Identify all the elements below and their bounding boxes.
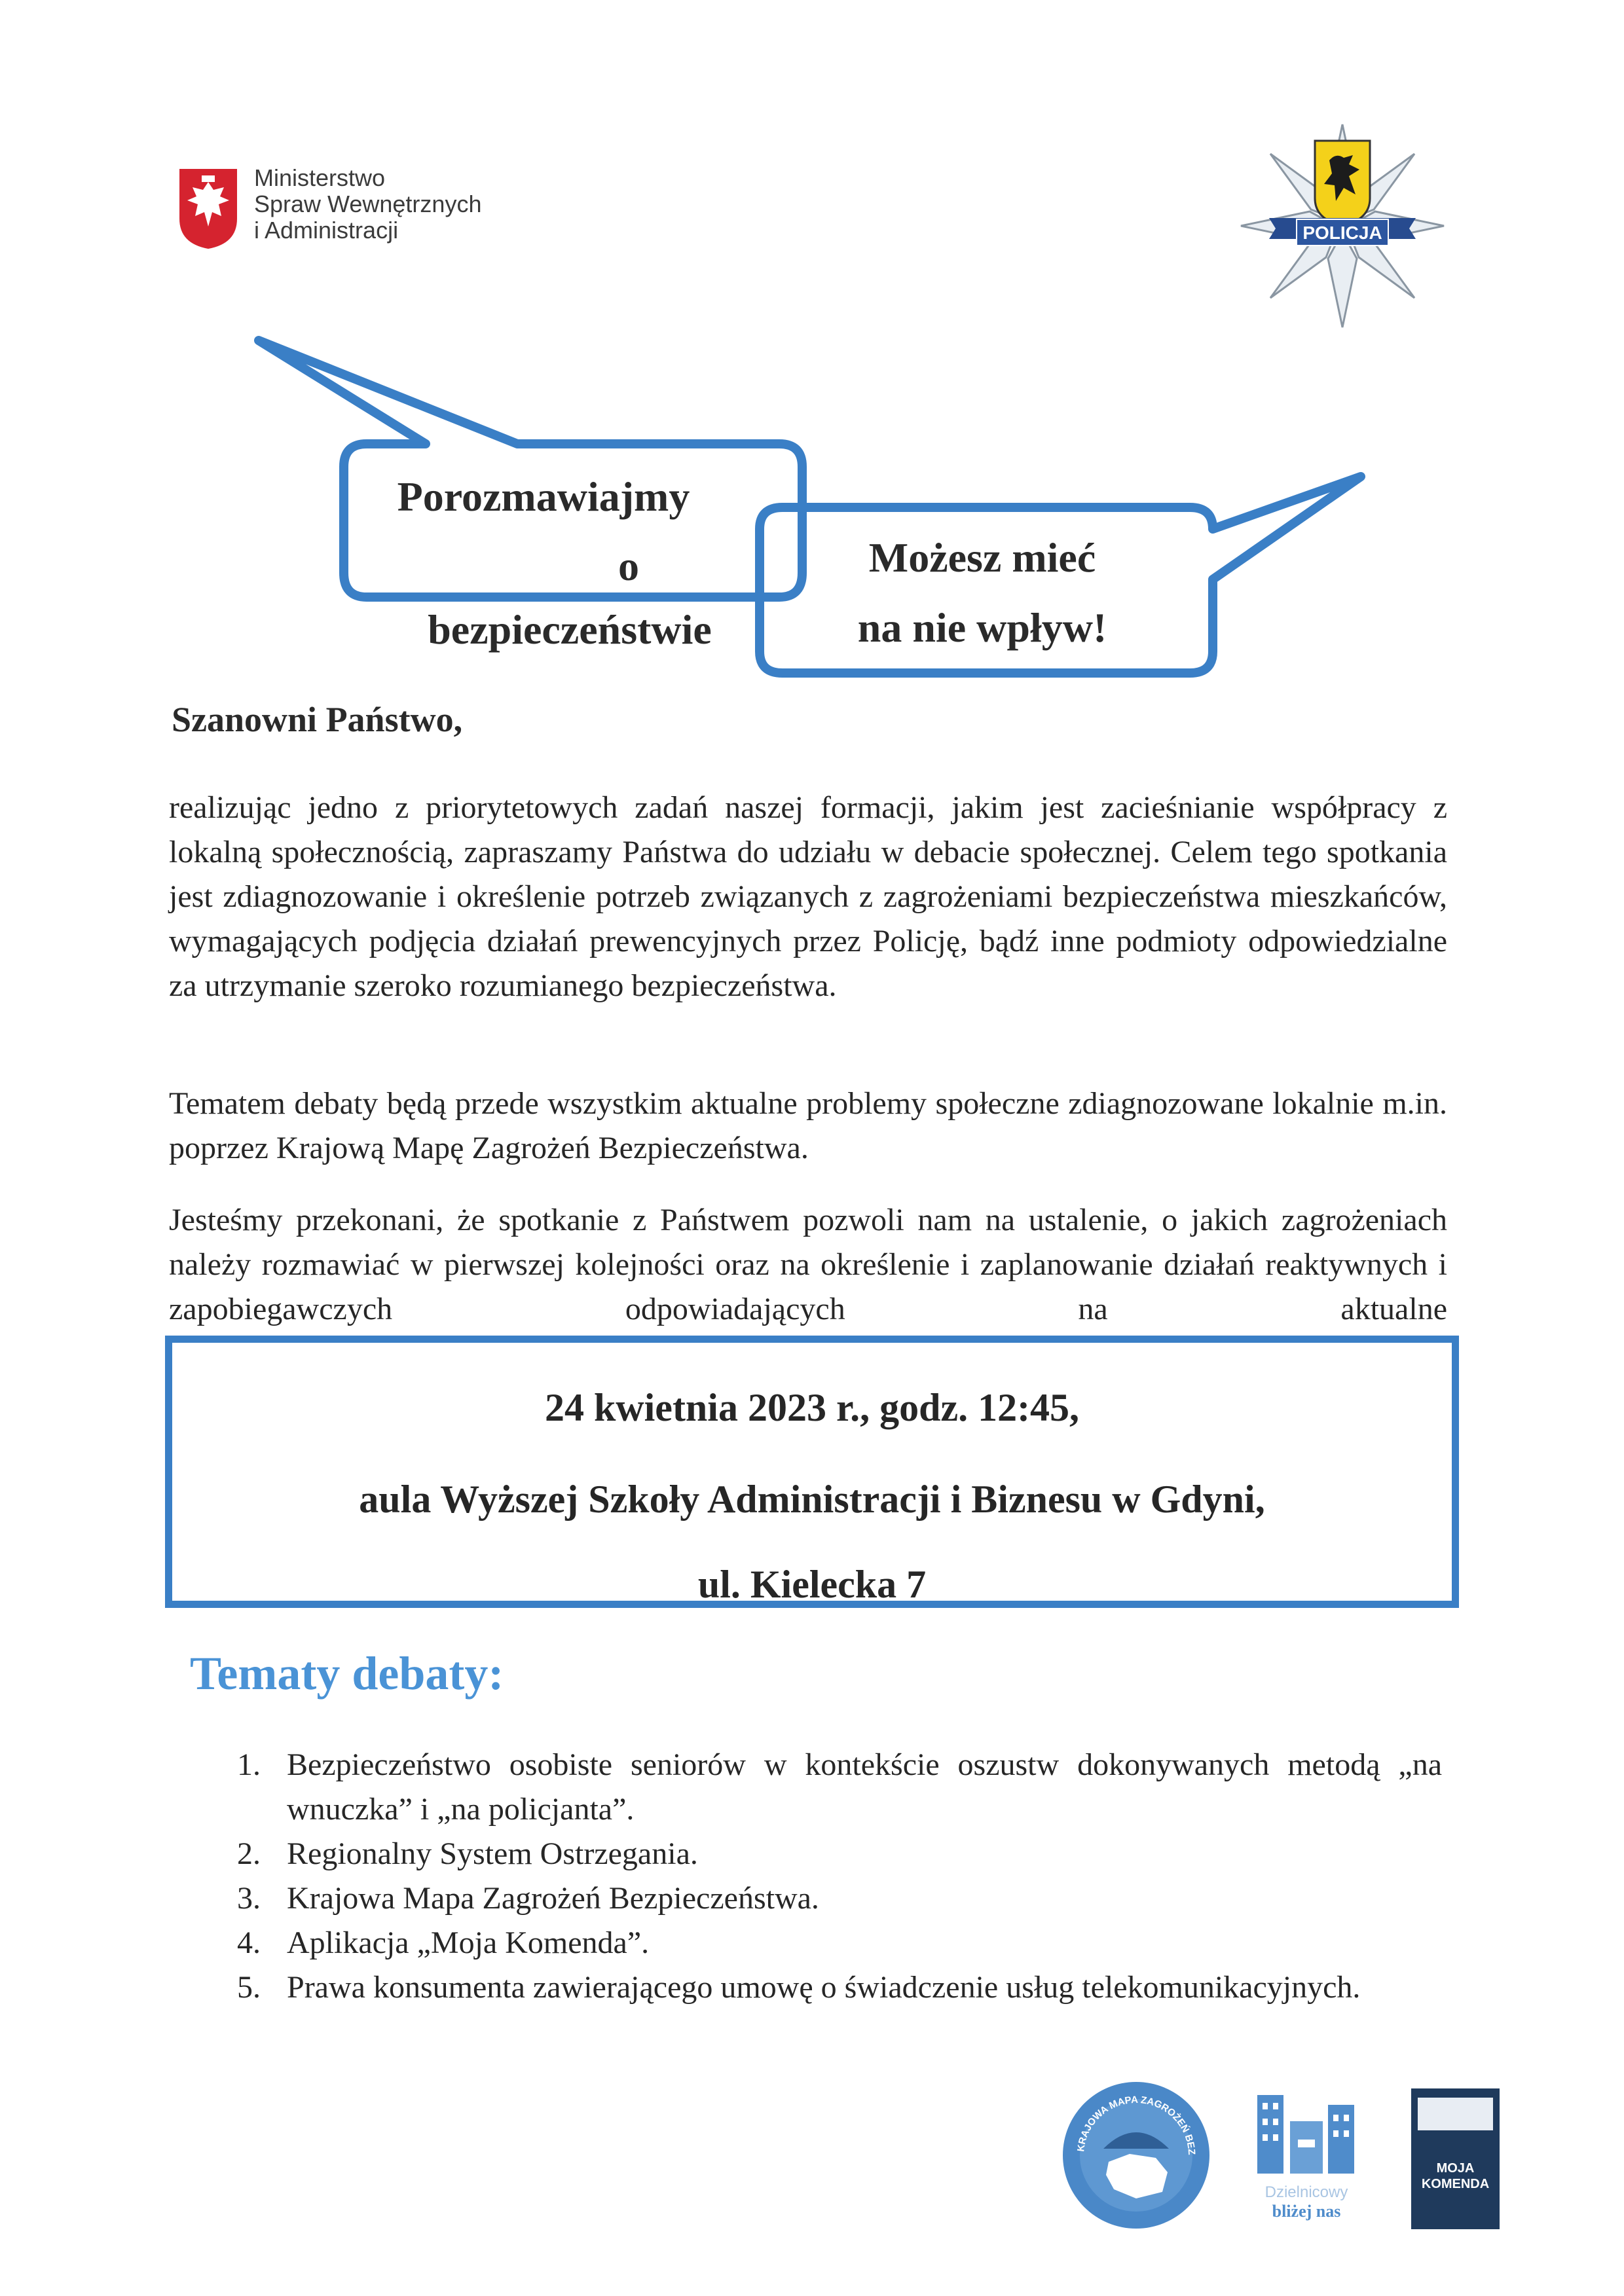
topic-number: 4. bbox=[237, 1925, 261, 1960]
topics-heading: Tematy debaty: bbox=[190, 1647, 504, 1700]
event-address: ul. Kielecka 7 bbox=[697, 1563, 927, 1606]
kmzb-logo-text: KRAJOWA MAPA ZAGROŻEŃ BEZ bbox=[1075, 2094, 1198, 2155]
dzielnicowy-logo bbox=[1251, 2082, 1362, 2221]
paragraph-topic: Tematem debaty będą przede wszystkim aktualne problemy społeczne zdiagnozowane lokalnie m.in. poprzez Krajową Mapę Zagrożeń Bezpieczeństwa. bbox=[169, 1086, 1447, 1165]
event-date: 24 kwietnia 2023 r., godz. 12:45, bbox=[544, 1386, 1080, 1429]
kmzb-map-icon bbox=[1058, 2077, 1215, 2234]
moja-komenda-line-1: MOJA bbox=[1436, 2161, 1475, 2176]
bubble-right-line-1: Możesz mieć bbox=[868, 534, 1096, 581]
topic-text: Krajowa Mapa Zagrożeń Bezpieczeństwa. bbox=[287, 1881, 819, 1916]
topic-item bbox=[237, 1743, 1442, 1832]
topic-number: 2. bbox=[237, 1836, 261, 1871]
ministry-name-line-2: Spraw Wewnętrznych bbox=[254, 191, 482, 217]
bubble-left-line-2: o bbox=[618, 543, 639, 589]
moja-komenda-line-2: KOMENDA bbox=[1421, 2177, 1490, 2191]
ministry-name-line-1: Ministerstwo bbox=[254, 164, 386, 191]
topic-number: 3. bbox=[237, 1881, 261, 1916]
bubble-left-line-3: bezpieczeństwie bbox=[428, 606, 712, 653]
paragraph-intro: realizując jedno z priorytetowych zadań naszej formacji, jakim jest zacieśnianie współpracy z lokalną społecznością, zapraszamy Państwa do udziału w debacie społecznej. Celem tego spotkania jest zdiagnozowanie i określenie potrzeb związanych z zagrożeniami bezpieczeństwa mieszkańców, wymagających podjęcia działań prewencyjnych przez Policję, bądź inne podmioty odpowiedzialne za utrzymanie szeroko rozumianego bezpieczeństwa. bbox=[169, 790, 1447, 1003]
topic-text: Bezpieczeństwo osobiste seniorów w kontekście oszustw dokonywanych metodą „na wnuczka” i „na policjanta”. bbox=[287, 1747, 1442, 1827]
dzielnicowy-subtext: bliżej nas bbox=[1272, 2202, 1341, 2221]
topic-item bbox=[237, 1921, 1442, 1965]
topic-text: Aplikacja „Moja Komenda”. bbox=[287, 1925, 650, 1960]
event-place: aula Wyższej Szkoły Administracji i Biznesu w Gdyni, bbox=[359, 1478, 1265, 1521]
topics-list bbox=[237, 1743, 1442, 2010]
buildings-icon bbox=[1251, 2082, 1362, 2180]
event-details-box bbox=[165, 1336, 1459, 1608]
greeting: Szanowni Państwo, bbox=[172, 700, 463, 739]
moja-komenda-logo bbox=[1411, 2088, 1500, 2229]
kmzb-logo bbox=[1058, 2077, 1215, 2237]
topic-text: Regionalny System Ostrzegania. bbox=[287, 1836, 698, 1871]
topic-item bbox=[237, 1965, 1442, 2010]
dzielnicowy-text: Dzielnicowy bbox=[1264, 2183, 1348, 2201]
police-label: POLICJA bbox=[1302, 223, 1382, 243]
ministry-name-line-3: i Administracji bbox=[254, 217, 399, 244]
bubble-right-line-2: na nie wpływ! bbox=[857, 604, 1107, 651]
topic-text: Prawa konsumenta zawierającego umowę o świadczenie usług telekomunikacyjnych. bbox=[287, 1970, 1361, 2005]
app-screen-header bbox=[1418, 2098, 1493, 2130]
bubble-left-line-1: Porozmawiajmy bbox=[397, 473, 690, 520]
topic-number: 5. bbox=[237, 1970, 261, 2005]
topic-item bbox=[237, 1832, 1442, 1876]
topic-item bbox=[237, 1876, 1442, 1921]
topic-number: 1. bbox=[237, 1747, 261, 1782]
paragraph-belief: Jesteśmy przekonani, że spotkanie z Państwem pozwoli nam na ustalenie, o jakich zagrożeniach należy rozmawiać w pierwszej kolejności oraz na określenie i zaplanowanie działań reaktywnych i zapobiegawczych odpowiadających na aktualne bbox=[169, 1203, 1447, 1326]
